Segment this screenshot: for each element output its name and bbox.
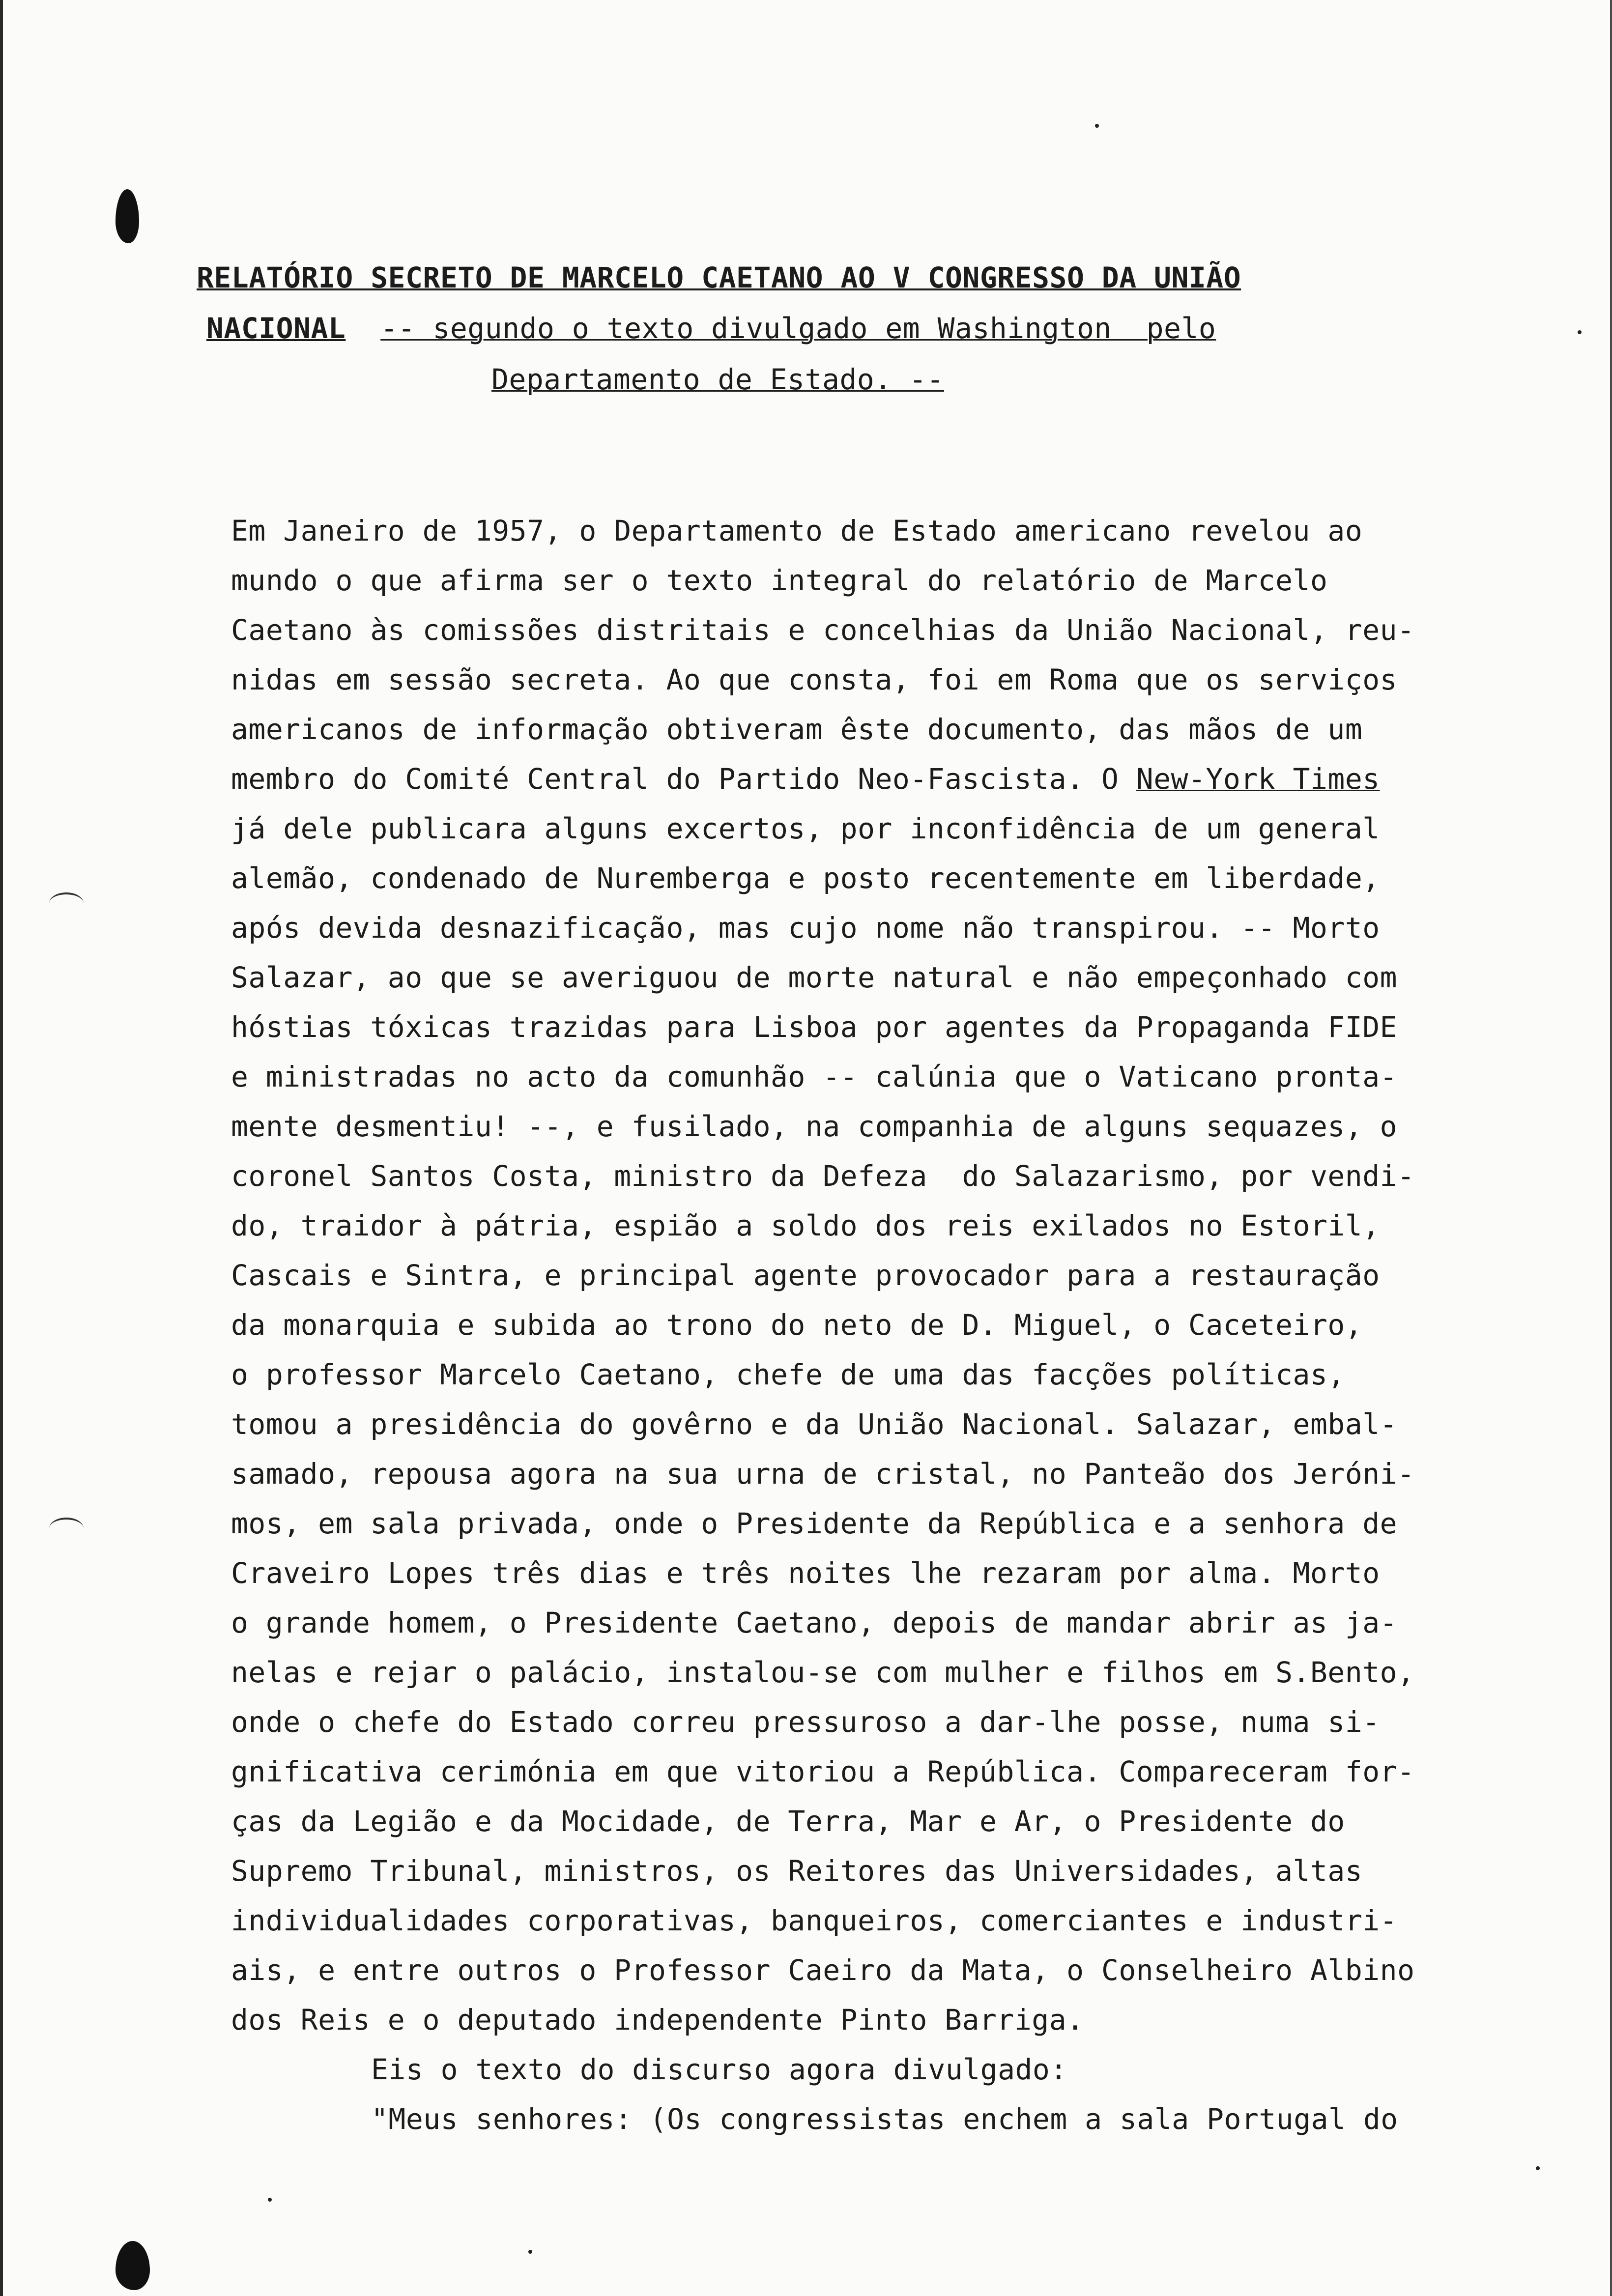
speck-3 [268,2198,272,2202]
speech-opening-line: "Meus senhores: (Os congressistas enchem a sala Portugal do [371,2102,1398,2136]
body-line: Supremo Tribunal, ministros, os Reitores das Universidades, altas [231,1854,1363,1888]
body-line: mente desmentiu! --, e fusilado, na companhia de alguns sequazes, o [231,1110,1398,1143]
closing-line: Eis o texto do discurso agora divulgado: [371,2053,1067,2086]
newspaper-name: New-York Times [1136,762,1380,796]
body-line: Salazar, ao que se averiguou de morte natural e não empeçonhado com [231,961,1398,994]
body-line-part: membro do Comité Central do Partido Neo-Fascista. O [231,762,1136,796]
speck-1 [1095,124,1099,128]
body-line: Cascais e Sintra, e principal agente provocador para a restauração [231,1259,1380,1292]
speck-4 [528,2250,532,2254]
body-line: o professor Marcelo Caetano, chefe de uma das facções políticas, [231,1358,1345,1391]
body-line: tomou a presidência do govêrno e da União Nacional. Salazar, embal- [231,1407,1398,1441]
document-title-line-2 [206,304,1216,353]
body-line: hóstias tóxicas trazidas para Lisboa por agentes da Propaganda FIDE [231,1010,1398,1044]
ink-blot-bottom [115,2241,150,2290]
body-line: Em Janeiro de 1957, o Departamento de Estado americano revelou ao [231,514,1363,547]
body-line: individualidades corporativas, banqueiros, comerciantes e industri- [231,1904,1398,1937]
document-title-nacional: NACIONAL [206,312,346,345]
body-line: já dele publicara alguns excertos, por inconfidência de um general [231,812,1380,845]
body-line: Craveiro Lopes três dias e três noites lhe rezaram por alma. Morto [231,1556,1380,1590]
ink-blot-top [115,189,139,243]
speck-2 [1578,330,1582,334]
body-line: da monarquia e subida ao trono do neto de D. Miguel, o Caceteiro, [231,1308,1363,1342]
document-subtitle-line-2: Departamento de Estado. -- [491,363,944,396]
body-line: o grande homem, o Presidente Caetano, depois de mandar abrir as ja- [231,1606,1398,1639]
body-line: ais, e entre outros o Professor Caeiro da Mata, o Conselheiro Albino [231,1953,1415,1987]
body-line: nidas em sessão secreta. Ao que consta, foi em Roma que os serviços [231,663,1398,696]
body-line: e ministradas no acto da comunhão -- calúnia que o Vaticano pronta- [231,1060,1398,1093]
document-subtitle-line-1: -- segundo o texto divulgado em Washington pelo [380,312,1216,345]
body-line: do, traidor à pátria, espião a soldo dos reis exilados no Estoril, [231,1209,1380,1242]
body-line: samado, repousa agora na sua urna de cristal, no Panteão dos Jeróni- [231,1457,1415,1491]
document-title-line-1: RELATÓRIO SECRETO DE MARCELO CAETANO AO V CONGRESSO DA UNIÃO [197,261,1241,294]
scan-mark-1 [49,892,84,914]
body-line: alemão, condenado de Nuremberga e posto recentemente em liberdade, [231,861,1380,895]
body-line: Caetano às comissões distritais e concelhias da União Nacional, reu- [231,613,1415,647]
body-line: dos Reis e o deputado independente Pinto Barriga. [231,2003,1084,2037]
page-left-edge [0,0,3,2296]
body-line: nelas e rejar o palácio, instalou-se com mulher e filhos em S.Bento, [231,1656,1415,1689]
body-line: mos, em sala privada, onde o Presidente da República e a senhora de [231,1507,1398,1540]
body-line: americanos de informação obtiveram êste documento, das mãos de um [231,713,1363,746]
speck-5 [1536,2166,1540,2170]
body-line: gnificativa cerimónia em que vitoriou a República. Compareceram for- [231,1755,1415,1788]
body-line: coronel Santos Costa, ministro da Defeza do Salazarismo, por vendi- [231,1159,1415,1193]
body-line: onde o chefe do Estado correu pressuroso a dar-lhe posse, numa si- [231,1705,1380,1739]
body-line: após devida desnazificação, mas cujo nome não transpirou. -- Morto [231,911,1380,945]
body-line: ças da Legião e da Mocidade, de Terra, Mar e Ar, o Presidente do [231,1805,1345,1838]
body-line [231,754,1380,804]
page-right-edge [1610,0,1612,2296]
body-line: mundo o que afirma ser o texto integral do relatório de Marcelo [231,564,1328,597]
scan-mark-2 [49,1518,84,1539]
